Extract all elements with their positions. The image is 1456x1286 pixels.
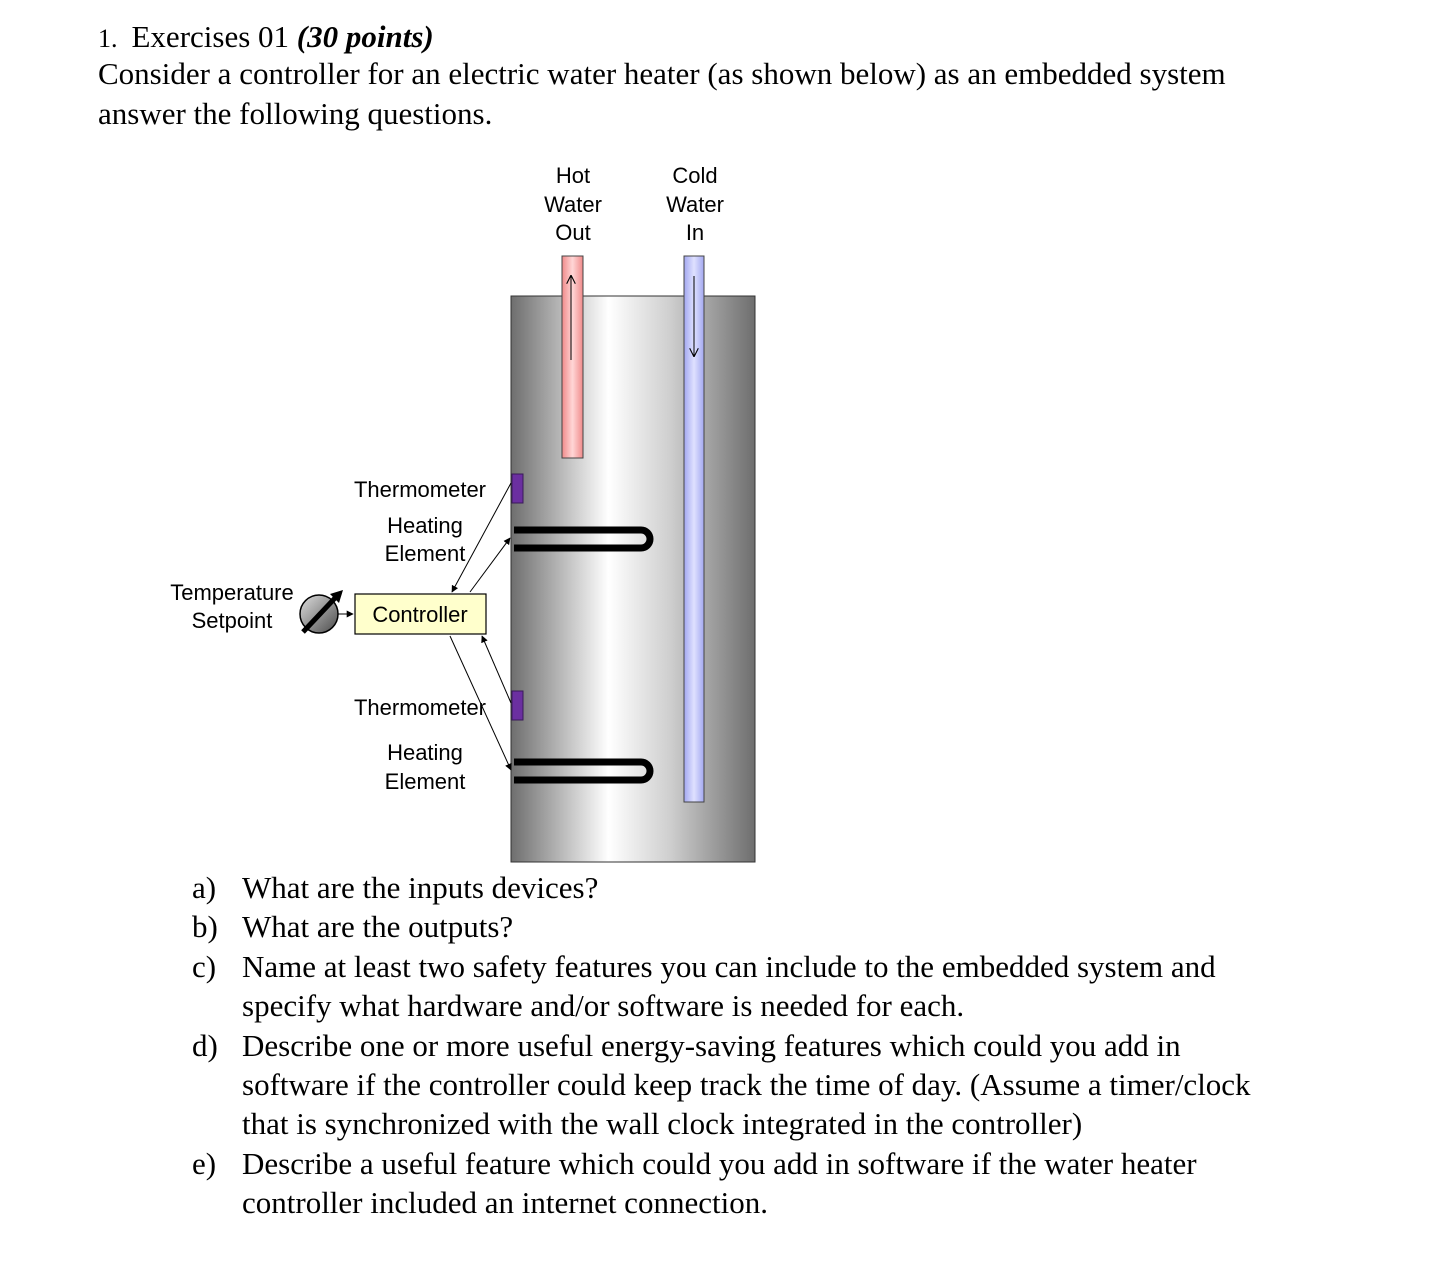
setpoint-dial-icon xyxy=(300,590,343,633)
hot-water-pipe xyxy=(562,256,583,458)
question-c xyxy=(192,947,1251,1026)
question-text-line: What are the inputs devices? xyxy=(242,870,599,905)
question-letter: c) xyxy=(192,948,217,984)
temperature-setpoint-label-line1: Temperature xyxy=(170,580,294,605)
question-text-line: controller included an internet connection. xyxy=(242,1185,768,1221)
thermometer-top-sensor xyxy=(512,474,523,503)
heating-element-bottom-label-line1: Heating xyxy=(387,740,463,765)
question-b xyxy=(192,907,1251,946)
heating-element-bottom-label-line2: Element xyxy=(384,769,466,794)
question-letter: d) xyxy=(192,1027,218,1063)
question-text-line: Name at least two safety features you can include to the embedded system and xyxy=(242,948,1216,984)
question-list xyxy=(192,868,1251,1223)
controller-label: Controller xyxy=(372,602,468,627)
question-d xyxy=(192,1026,1251,1144)
question-letter: e) xyxy=(192,1145,217,1181)
question-text-line: Describe one or more useful energy-saving features which could you add in xyxy=(242,1027,1181,1063)
thermometer-top-label: Thermometer xyxy=(353,477,487,502)
question-text-line: Describe a useful feature which could you add in software if the water heater xyxy=(242,1145,1197,1181)
controller-to-top-element xyxy=(470,538,510,592)
intro-line: Consider a controller for an electric water heater (as shown below) as an embedded system xyxy=(98,56,1226,91)
question-letter: a) xyxy=(192,870,217,905)
cold-water-label-line2: Water xyxy=(666,192,724,217)
question-text-line: What are the outputs? xyxy=(242,909,514,945)
intro-line: answer the following questions. xyxy=(98,96,493,131)
question-e xyxy=(192,1144,1251,1223)
hot-water-label-line1: Hot xyxy=(555,163,591,188)
bottom-thermometer-to-controller xyxy=(482,636,511,703)
heating-element-top-label-line1: Heating xyxy=(387,513,463,538)
heating-element-top-label-line2: Element xyxy=(384,541,466,566)
hot-water-label-line2: Water xyxy=(544,192,602,217)
question-a xyxy=(192,868,1251,907)
hot-water-label-line3: Out xyxy=(555,220,591,245)
exercise-points: (30 points) xyxy=(296,19,434,54)
question-letter: b) xyxy=(192,909,218,945)
question-text-line: specify what hardware and/or software is needed for each. xyxy=(242,988,965,1024)
question-text-line: that is synchronized with the wall clock integrated in the controller) xyxy=(242,1106,1083,1142)
thermometer-bottom-label: Thermometer xyxy=(353,695,487,720)
thermometer-bottom-sensor xyxy=(512,691,523,720)
question-text-line: software if the controller could keep track the time of day. (Assume a timer/clock xyxy=(242,1067,1251,1103)
exercise-number: 1. xyxy=(98,24,118,53)
cold-water-label-line3: In xyxy=(685,220,705,245)
temperature-setpoint-label-line2: Setpoint xyxy=(191,608,273,633)
exercise-title: Exercises 01 xyxy=(131,19,290,54)
cold-water-label-line1: Cold xyxy=(672,163,718,188)
